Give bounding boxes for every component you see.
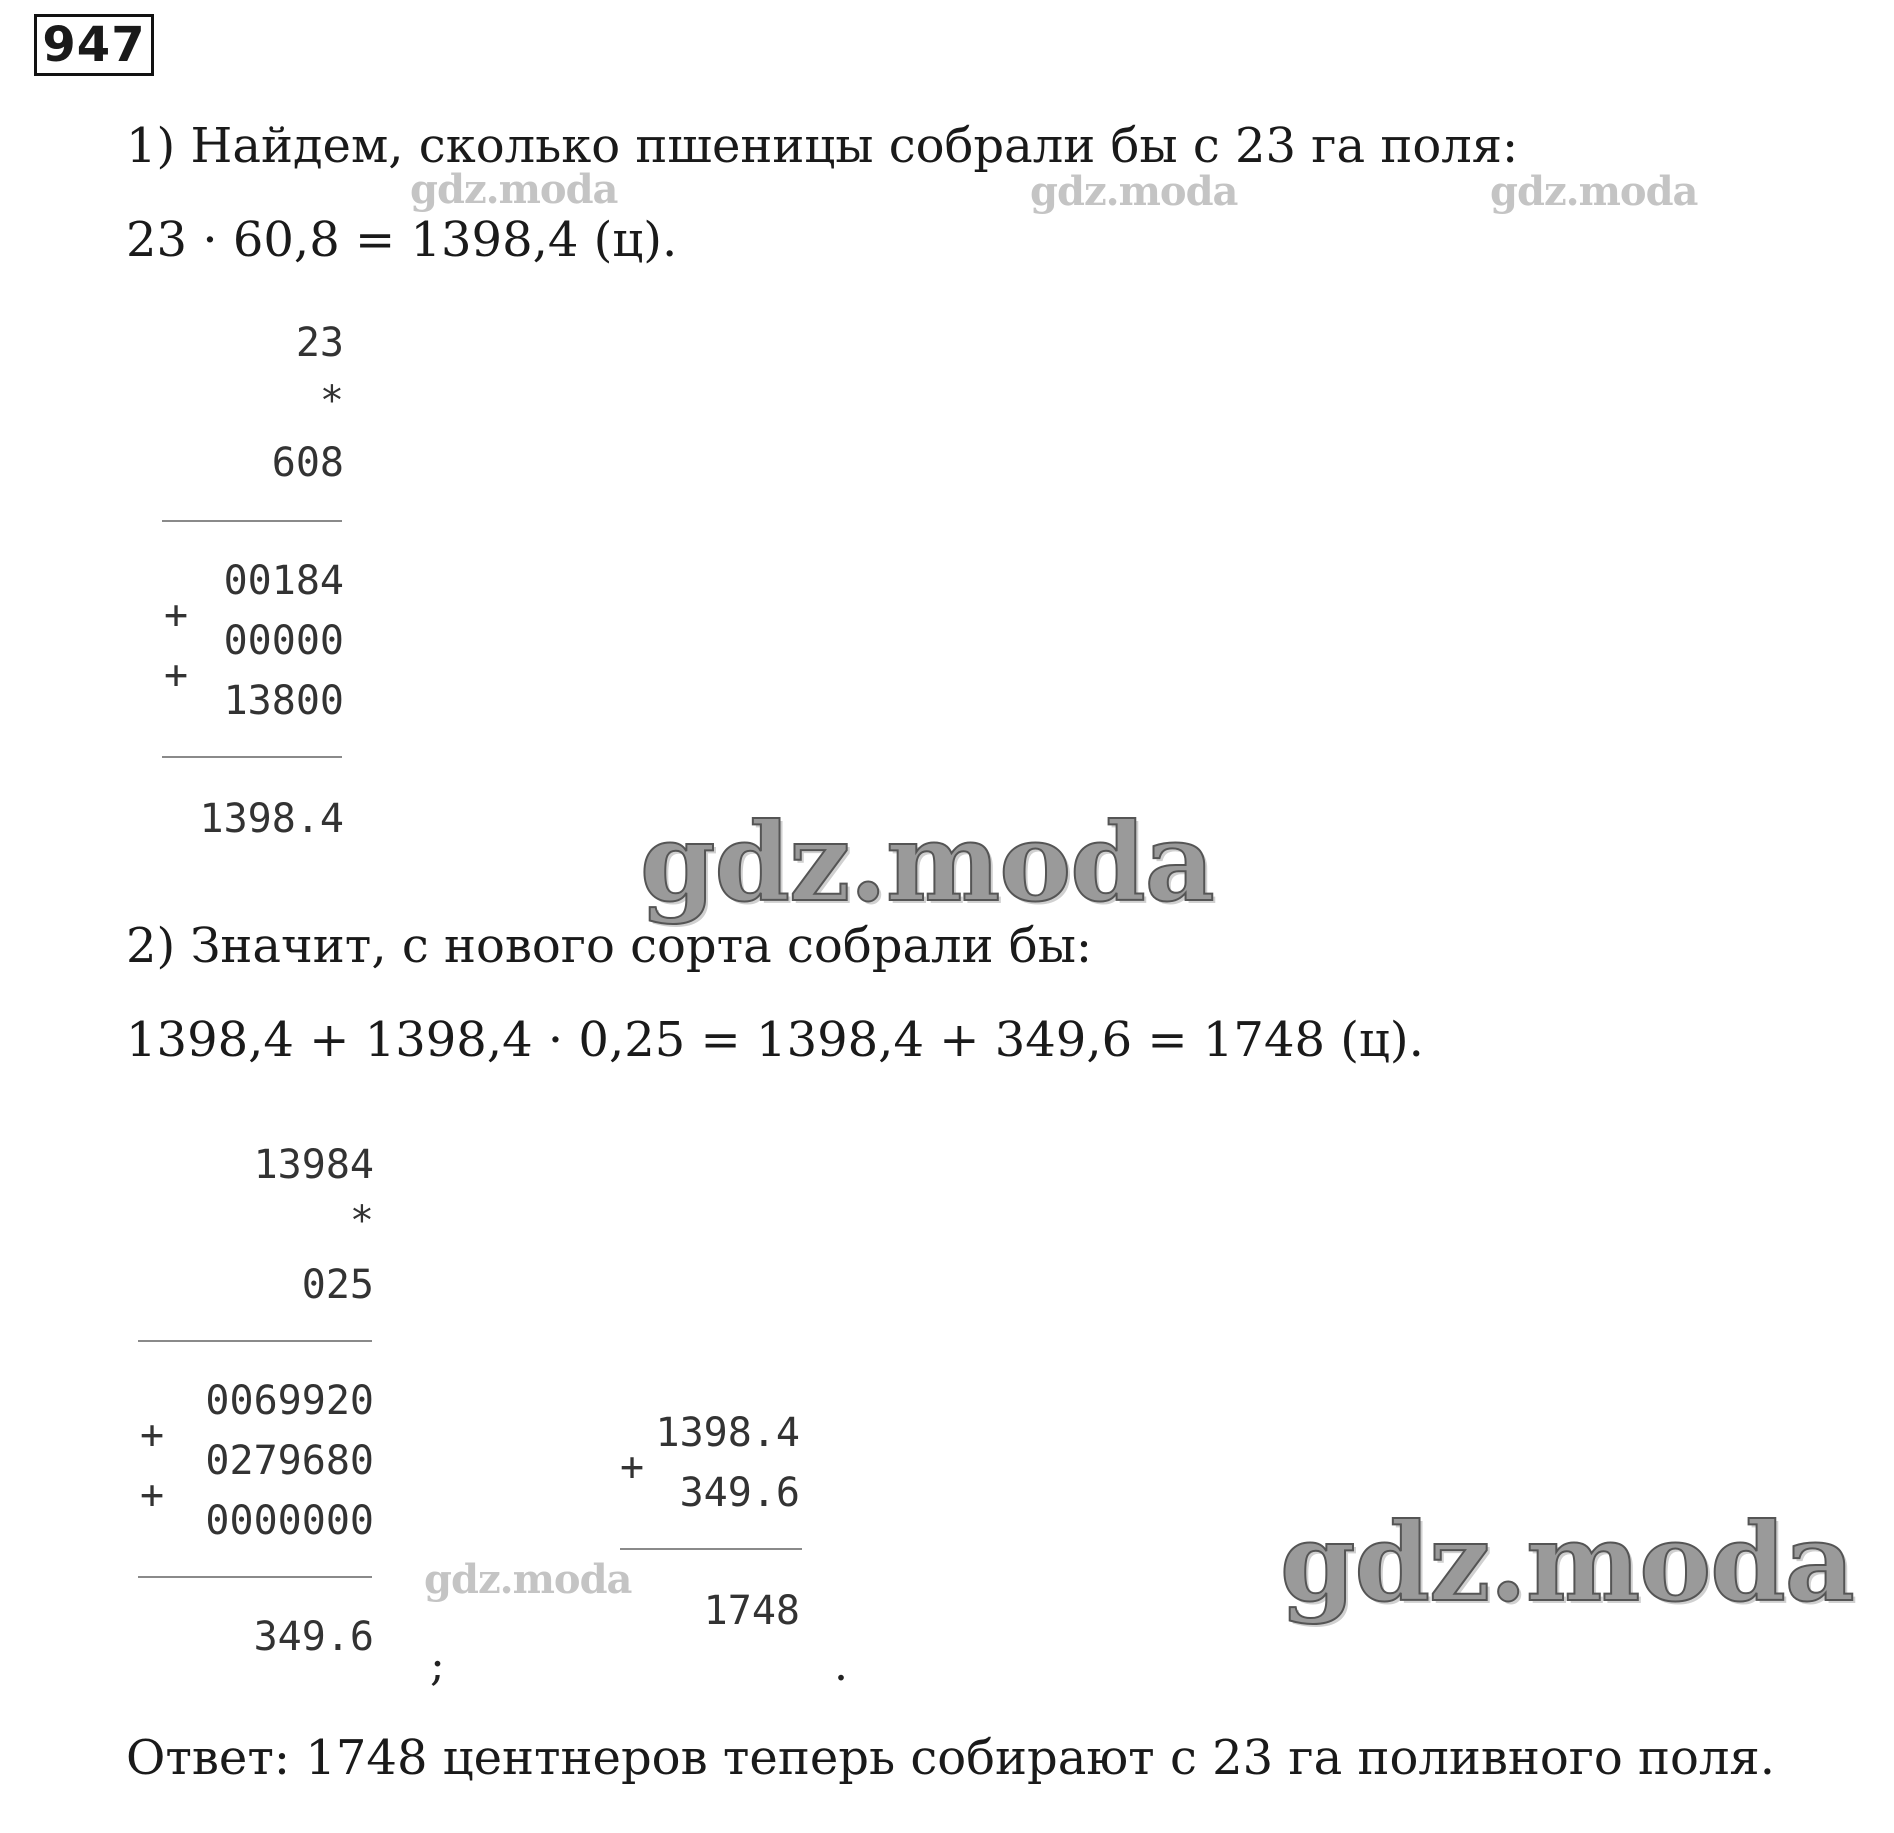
column1-partial-3: 13800 — [223, 678, 344, 724]
problem-number: 947 — [34, 14, 154, 76]
column1-rule-top — [162, 520, 342, 522]
column1-partial-1: 00184 — [223, 558, 344, 604]
column1-partial-2: 00000 — [223, 618, 344, 664]
column2-multiplicand: 13984 — [253, 1142, 374, 1188]
watermark-big-1: gdz.moda — [640, 800, 1214, 926]
column1-result: 1398.4 — [199, 796, 344, 842]
step1-formula: 23 · 60,8 = 1398,4 (ц). — [126, 212, 678, 268]
addition-trailing: . — [834, 1640, 848, 1691]
column2-plus-1: + — [140, 1412, 165, 1458]
column1-multiplier: 608 — [271, 440, 344, 486]
watermark-small-2: gdz.moda — [1030, 168, 1238, 215]
column1-multiplicand: 23 — [295, 320, 344, 366]
step1-text: 1) Найдем, сколько пшеницы собрали бы с 23 га поля: — [126, 118, 1519, 174]
addition-addend-2: 349.6 — [679, 1470, 800, 1516]
watermark-small-3: gdz.moda — [1490, 168, 1698, 215]
column2-rule-top — [138, 1340, 372, 1342]
watermark-big-2: gdz.moda — [1280, 1500, 1854, 1626]
column2-rule-bottom — [138, 1576, 372, 1578]
column2-partial-3: 0000000 — [205, 1498, 374, 1544]
addition-rule — [620, 1548, 802, 1550]
column1-plus-1: + — [164, 592, 189, 638]
column1-operator: * — [319, 378, 344, 424]
watermark-small-4: gdz.moda — [424, 1556, 632, 1603]
column2-plus-2: + — [140, 1472, 165, 1518]
column1-plus-2: + — [164, 652, 189, 698]
addition-result: 1748 — [703, 1588, 800, 1634]
step2-text: 2) Значит, с нового сорта собрали бы: — [126, 918, 1093, 974]
column1-rule-bottom — [162, 756, 342, 758]
watermark-small-1: gdz.moda — [410, 166, 618, 213]
column2-result: 349.6 — [253, 1614, 374, 1660]
column2-operator: * — [349, 1198, 374, 1244]
column2-trailing: ; — [430, 1640, 445, 1691]
answer-text: Ответ: 1748 центнеров теперь собирают с 23 га поливного поля. — [126, 1730, 1775, 1786]
column2-partial-1: 0069920 — [205, 1378, 374, 1424]
addition-operator: + — [620, 1444, 645, 1490]
addition-addend-1: 1398.4 — [655, 1410, 800, 1456]
column2-multiplier: 025 — [301, 1262, 374, 1308]
column2-partial-2: 0279680 — [205, 1438, 374, 1484]
step2-formula: 1398,4 + 1398,4 · 0,25 = 1398,4 + 349,6 = 1748 (ц). — [126, 1012, 1424, 1068]
